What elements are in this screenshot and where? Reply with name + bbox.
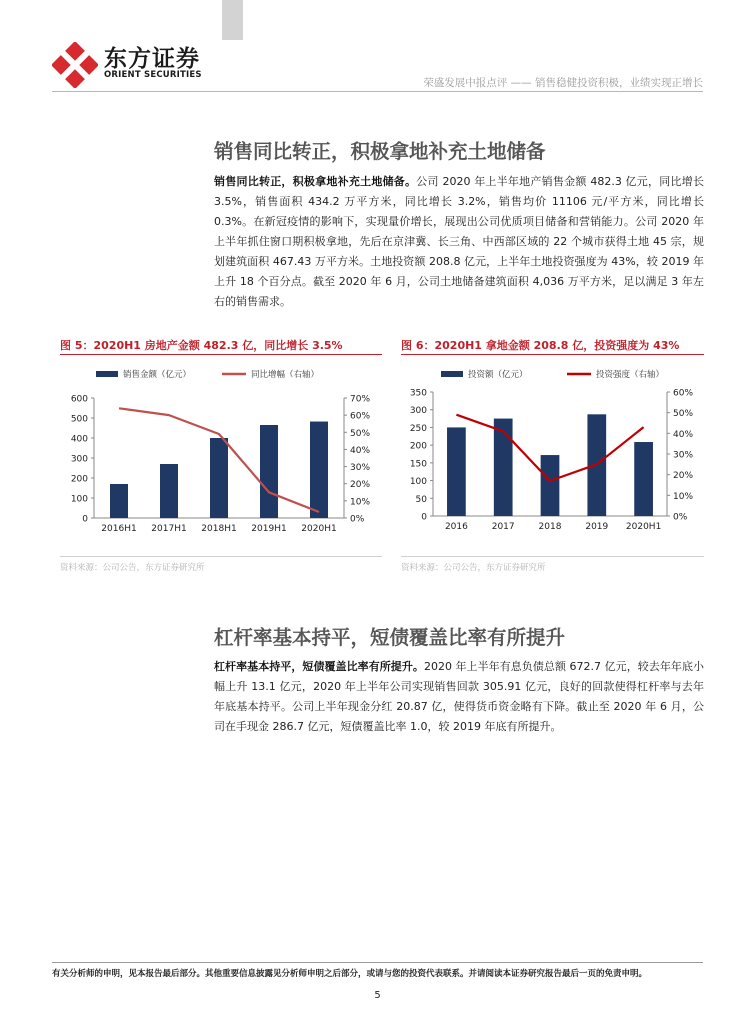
x-tick-label: 2016 bbox=[444, 522, 468, 532]
x-tick-label: 2018 bbox=[538, 522, 562, 532]
x-tick-label: 2016H1 bbox=[101, 524, 137, 534]
y-left-tick-label: 350 bbox=[409, 388, 427, 399]
section-title-leverage: 杠杆率基本持平，短债覆盖比率有所提升 bbox=[214, 626, 566, 649]
x-tick-label: 2019 bbox=[585, 522, 609, 532]
paragraph-leverage bbox=[214, 657, 704, 737]
y-right-tick-label: 10% bbox=[350, 497, 371, 508]
legend-swatch-bar bbox=[96, 371, 118, 377]
figure5-title: 图 5：2020H1 房地产金额 482.3 亿，同比增长 3.5% bbox=[60, 339, 343, 352]
y-left-tick-label: 300 bbox=[70, 454, 88, 465]
y-right-tick-label: 20% bbox=[673, 471, 694, 482]
y-right-tick-label: 30% bbox=[350, 463, 371, 474]
y-left-tick-label: 250 bbox=[409, 423, 427, 434]
paragraph-sales bbox=[214, 172, 704, 312]
bar bbox=[447, 427, 466, 516]
bar bbox=[310, 422, 328, 518]
legend-label-bar: 投资额（亿元） bbox=[468, 370, 528, 380]
figure5-source: 资料来源：公司公告，东方证券研究所 bbox=[60, 563, 205, 573]
x-tick-label: 2018H1 bbox=[201, 524, 237, 534]
paragraph-lead: 销售同比转正，积极拿地补充土地储备。 bbox=[214, 175, 417, 188]
y-right-tick-label: 30% bbox=[673, 450, 694, 461]
y-left-tick-label: 50 bbox=[415, 494, 427, 505]
y-right-tick-label: 0% bbox=[673, 512, 688, 523]
x-tick-label: 2020H1 bbox=[625, 522, 662, 532]
bar bbox=[160, 464, 178, 518]
y-right-tick-label: 40% bbox=[350, 445, 371, 456]
logo-english-name: ORIENT SECURITIES bbox=[104, 70, 202, 80]
y-right-tick-label: 10% bbox=[673, 491, 694, 502]
figure6-chart bbox=[401, 362, 704, 552]
header-divider bbox=[52, 91, 703, 92]
paragraph-lead: 杠杆率基本持平，短债覆盖比率有所提升。 bbox=[214, 660, 424, 673]
legend-label-line: 同比增幅（右轴） bbox=[251, 370, 320, 380]
paragraph-body: 公司 2020 年上半年地产销售金额 482.3 亿元，同比增长 3.5%，销售面积 434.2 万平方米，同比增长 3.2%，销售均价 11106 元/平方米，同比增长 0.3%。在新冠疫情的影响下，实现量价增长，展现出公司优质项目储备和营销能力。公司 2020 年上半年抓住窗口期积极拿地，先后在京津冀、长三角、中西部区域的 22 个城市获得土地 45 宗，规划建筑面积 467.43 万平方米。土地投资额 208.8 亿元，上半年土地投资强度为 43%，较 2019 年上升 18 个百分点。截至 2020 年 6 月，公司土地储备建筑面积 4,036 万平方米，足以满足 3 年左右的销售需求。 bbox=[214, 175, 704, 308]
y-left-tick-label: 100 bbox=[409, 477, 427, 488]
y-left-tick-label: 0 bbox=[421, 512, 427, 523]
y-left-tick-label: 100 bbox=[70, 494, 88, 505]
page-number: 5 bbox=[374, 990, 381, 1001]
legend-swatch-bar bbox=[441, 371, 463, 377]
y-left-tick-label: 0 bbox=[82, 514, 88, 525]
y-right-tick-label: 50% bbox=[673, 409, 694, 420]
y-right-tick-label: 60% bbox=[673, 388, 694, 399]
figure5-chart bbox=[60, 362, 382, 552]
y-right-tick-label: 70% bbox=[350, 394, 371, 405]
figure6-title-rule bbox=[401, 354, 704, 355]
x-tick-label: 2017H1 bbox=[151, 524, 187, 534]
y-left-tick-label: 300 bbox=[409, 406, 427, 417]
logo-chinese-name: 东方证券 bbox=[104, 46, 200, 72]
figure5-title-rule bbox=[60, 354, 382, 355]
paragraph-body: 2020 年上半年有息负债总额 672.7 亿元，较去年年底小幅上升 13.1 亿元，2020 年上半年公司实现销售回款 305.91 亿元，良好的回款使得杠杆率与去年年底基本持平。公司上半年现金分红 20.87 亿，使得货币资金略有下降。截止至 2020 年 6 月，公司在手现金 286.7 亿元，短债覆盖比率 1.0，较 2019 年底有所提升。 bbox=[214, 660, 705, 733]
footer-disclaimer: 有关分析师的申明，见本报告最后部分。其他重要信息披露见分析师申明之后部分，或请与您的投资代表联系。并请阅读本证券研究报告最后一页的免责申明。 bbox=[52, 969, 648, 979]
x-tick-label: 2019H1 bbox=[251, 524, 287, 534]
figure5-source-rule bbox=[60, 556, 382, 557]
x-tick-label: 2020H1 bbox=[301, 524, 337, 534]
y-right-tick-label: 60% bbox=[350, 411, 371, 422]
legend-label-bar: 销售金额（亿元） bbox=[123, 370, 192, 380]
y-right-tick-label: 0% bbox=[350, 514, 365, 525]
bar bbox=[541, 455, 560, 516]
chart-svg bbox=[60, 362, 382, 552]
figure6-source-rule bbox=[401, 556, 704, 557]
bar bbox=[260, 425, 278, 518]
section-title-sales: 销售同比转正，积极拿地补充土地储备 bbox=[214, 140, 546, 163]
y-left-tick-label: 150 bbox=[409, 459, 427, 470]
bar bbox=[494, 419, 513, 516]
figure6-title: 图 6：2020H1 拿地金额 208.8 亿，投资强度为 43% bbox=[401, 339, 680, 352]
y-right-tick-label: 40% bbox=[673, 429, 694, 440]
y-left-tick-label: 200 bbox=[70, 474, 88, 485]
y-left-tick-label: 500 bbox=[70, 414, 88, 425]
report-header-line: 荣盛发展中报点评 —— 销售稳健投资积极，业绩实现正增长 bbox=[423, 77, 703, 89]
y-right-tick-label: 20% bbox=[350, 480, 371, 491]
figure6-source: 资料来源：公司公告，东方证券研究所 bbox=[401, 563, 546, 573]
bar bbox=[110, 484, 128, 518]
y-left-tick-label: 200 bbox=[409, 441, 427, 452]
legend-label-line: 投资强度（右轴） bbox=[596, 370, 665, 380]
orient-logo-icon bbox=[52, 42, 98, 88]
header-grey-tab bbox=[222, 0, 243, 40]
y-left-tick-label: 400 bbox=[70, 434, 88, 445]
chart-svg bbox=[401, 362, 704, 552]
y-left-tick-label: 600 bbox=[70, 394, 88, 405]
footer-divider bbox=[52, 962, 703, 963]
bar bbox=[634, 442, 653, 516]
y-right-tick-label: 50% bbox=[350, 428, 371, 439]
bar bbox=[210, 438, 228, 518]
x-tick-label: 2017 bbox=[491, 522, 515, 532]
